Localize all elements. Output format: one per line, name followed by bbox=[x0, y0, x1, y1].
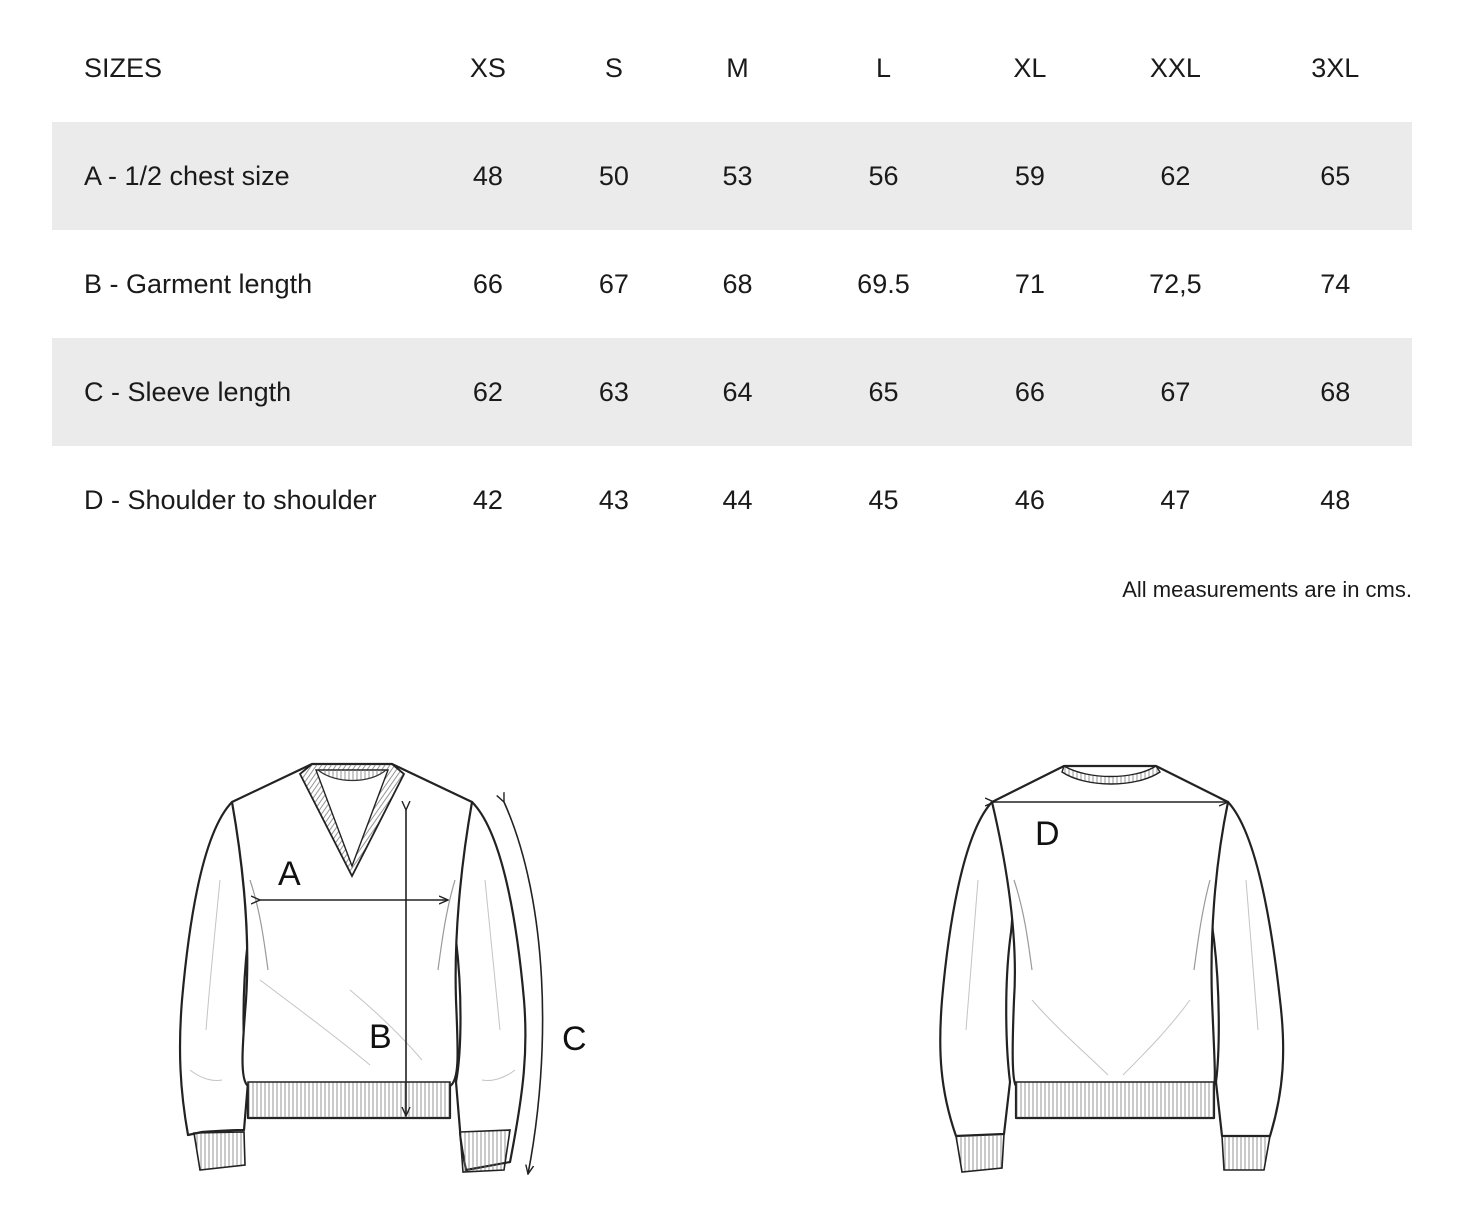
table-cell: 43 bbox=[598, 484, 629, 515]
size-header-xxl: XXL bbox=[1149, 52, 1201, 83]
table-cell: 69.5 bbox=[857, 268, 910, 299]
row-label: D - Shoulder to shoulder bbox=[84, 484, 377, 515]
table-cell: 67 bbox=[1092, 338, 1258, 446]
back-right-sleeve bbox=[1211, 802, 1283, 1136]
row-label: C - Sleeve length bbox=[52, 338, 424, 446]
table-cell: 44 bbox=[722, 484, 753, 515]
table-cell: 66 bbox=[968, 338, 1093, 446]
measurement-note: All measurements are in cms. bbox=[1122, 577, 1412, 602]
table-cell: 42 bbox=[472, 484, 503, 515]
table-cell: 48 bbox=[1320, 484, 1351, 515]
label-b: B bbox=[369, 1018, 392, 1056]
table-cell: 68 bbox=[1259, 338, 1412, 446]
row-label: B - Garment length bbox=[84, 268, 313, 299]
size-chart-table bbox=[52, 14, 1412, 554]
table-cell: 59 bbox=[968, 122, 1093, 230]
back-sweater-diagram bbox=[928, 750, 1298, 1190]
table-cell: 71 bbox=[1014, 268, 1045, 299]
table-cell: 48 bbox=[424, 122, 553, 230]
table-cell: 53 bbox=[676, 122, 800, 230]
table-cell: 67 bbox=[598, 268, 629, 299]
table-row-sleeve-length bbox=[52, 338, 1412, 446]
back-body bbox=[992, 766, 1228, 1118]
table-cell: 64 bbox=[676, 338, 800, 446]
table-cell: 72,5 bbox=[1149, 268, 1202, 299]
label-d: D bbox=[1035, 815, 1060, 853]
table-row-chest bbox=[52, 122, 1412, 230]
table-cell: 45 bbox=[868, 484, 899, 515]
table-cell: 74 bbox=[1320, 268, 1351, 299]
size-header-xs: XS bbox=[469, 52, 506, 83]
label-a: A bbox=[278, 855, 301, 893]
size-header-l: L bbox=[875, 52, 891, 83]
label-c: C bbox=[562, 1020, 587, 1058]
sizes-header: SIZES bbox=[84, 52, 163, 83]
table-cell: 47 bbox=[1160, 484, 1191, 515]
table-header-row bbox=[52, 14, 1412, 122]
table-cell: 63 bbox=[552, 338, 676, 446]
table-cell: 46 bbox=[1014, 484, 1045, 515]
table-cell: 65 bbox=[799, 338, 967, 446]
table-cell: 56 bbox=[799, 122, 967, 230]
table-row-garment-length bbox=[52, 230, 1412, 338]
front-sweater-diagram bbox=[160, 750, 620, 1190]
table-row-shoulder bbox=[52, 446, 1412, 554]
size-header-s: S bbox=[604, 52, 623, 83]
table-cell: 50 bbox=[552, 122, 676, 230]
table-cell: 65 bbox=[1259, 122, 1412, 230]
size-header-m: M bbox=[726, 52, 749, 83]
row-label: A - 1/2 chest size bbox=[52, 122, 424, 230]
table-cell: 66 bbox=[472, 268, 503, 299]
table-cell: 68 bbox=[722, 268, 753, 299]
size-header-3xl: 3XL bbox=[1311, 52, 1360, 83]
table-cell: 62 bbox=[424, 338, 553, 446]
size-header-xl: XL bbox=[1013, 52, 1047, 83]
table-cell: 62 bbox=[1092, 122, 1258, 230]
